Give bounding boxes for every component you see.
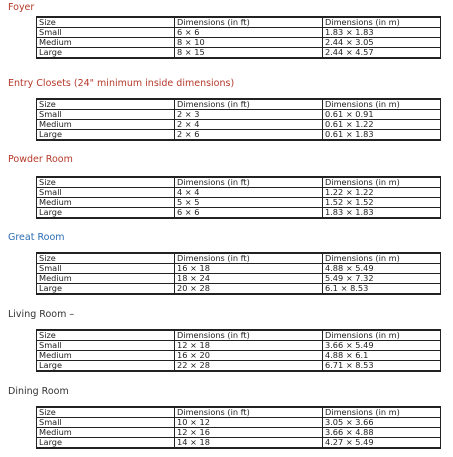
table-cell: 3.05 × 3.66 — [323, 418, 441, 428]
dimensions-table — [36, 176, 441, 219]
table-cell: Large — [37, 208, 175, 219]
header-cell: Size — [37, 99, 175, 110]
table-cell: 12 × 18 — [175, 341, 323, 351]
table-cell: 16 × 18 — [175, 264, 323, 274]
header-cell: Dimensions (in m) — [323, 253, 441, 264]
table-cell: 1.22 × 1.22 — [323, 188, 441, 198]
table-row — [37, 428, 441, 438]
table-cell: 0.61 × 0.91 — [323, 110, 441, 120]
section-heading: Dining Room — [8, 386, 69, 397]
table-cell: Large — [37, 284, 175, 295]
table-row — [37, 48, 441, 59]
table-cell: Large — [37, 130, 175, 141]
header-cell: Size — [37, 330, 175, 341]
header-cell: Size — [37, 17, 175, 28]
table-row — [37, 130, 441, 141]
table-row — [37, 418, 441, 428]
table-cell: 3.66 × 4.88 — [323, 428, 441, 438]
dimensions-table — [36, 329, 441, 372]
header-cell: Dimensions (in ft) — [175, 17, 323, 28]
table-cell: Small — [37, 110, 175, 120]
table-cell: Medium — [37, 351, 175, 361]
table-cell: 4.27 × 5.49 — [323, 438, 441, 449]
section-heading: Entry Closets (24" minimum inside dimensions) — [8, 78, 235, 89]
table-cell: 12 × 16 — [175, 428, 323, 438]
table-row — [37, 438, 441, 449]
table-row — [37, 120, 441, 130]
table-cell: 22 × 28 — [175, 361, 323, 372]
table-header-row — [37, 17, 441, 28]
header-cell: Size — [37, 407, 175, 418]
header-cell: Dimensions (in m) — [323, 99, 441, 110]
section-heading: Living Room – — [8, 309, 75, 320]
table-cell: 0.61 × 1.83 — [323, 130, 441, 141]
table-row — [37, 38, 441, 48]
table-row — [37, 361, 441, 372]
table-cell: 6 × 6 — [175, 208, 323, 219]
table-cell: 3.66 × 5.49 — [323, 341, 441, 351]
header-cell: Dimensions (in ft) — [175, 407, 323, 418]
dimensions-table — [36, 252, 441, 295]
table-cell: Large — [37, 361, 175, 372]
table-cell: 8 × 10 — [175, 38, 323, 48]
table-cell: 20 × 28 — [175, 284, 323, 295]
header-cell: Dimensions (in ft) — [175, 177, 323, 188]
header-cell: Dimensions (in ft) — [175, 330, 323, 341]
dimensions-table — [36, 16, 441, 59]
section-heading: Great Room — [8, 232, 65, 243]
table-cell: 6.1 × 8.53 — [323, 284, 441, 295]
table-header-row — [37, 253, 441, 264]
table-cell: 4 × 4 — [175, 188, 323, 198]
table-cell: Small — [37, 28, 175, 38]
table-cell: 0.61 × 1.22 — [323, 120, 441, 130]
header-cell: Dimensions (in ft) — [175, 253, 323, 264]
table-cell: 4.88 × 5.49 — [323, 264, 441, 274]
table-cell: 1.83 × 1.83 — [323, 28, 441, 38]
header-cell: Dimensions (in ft) — [175, 99, 323, 110]
header-cell: Dimensions (in m) — [323, 330, 441, 341]
table-cell: Large — [37, 438, 175, 449]
table-row — [37, 351, 441, 361]
table-cell: 2 × 3 — [175, 110, 323, 120]
table-cell: 2.44 × 4.57 — [323, 48, 441, 59]
table-cell: 5.49 × 7.32 — [323, 274, 441, 284]
table-row — [37, 284, 441, 295]
table-cell: 5 × 5 — [175, 198, 323, 208]
table-row — [37, 341, 441, 351]
table-cell: Medium — [37, 198, 175, 208]
table-cell: Medium — [37, 428, 175, 438]
table-cell: 1.83 × 1.83 — [323, 208, 441, 219]
table-header-row — [37, 99, 441, 110]
table-cell: 16 × 20 — [175, 351, 323, 361]
table-cell: Medium — [37, 38, 175, 48]
table-cell: 6.71 × 8.53 — [323, 361, 441, 372]
table-cell: Medium — [37, 120, 175, 130]
section-heading: Powder Room — [8, 154, 73, 165]
table-header-row — [37, 407, 441, 418]
table-row — [37, 188, 441, 198]
table-cell: 8 × 15 — [175, 48, 323, 59]
table-cell: Large — [37, 48, 175, 59]
table-cell: 1.52 × 1.52 — [323, 198, 441, 208]
table-row — [37, 198, 441, 208]
table-cell: Medium — [37, 274, 175, 284]
table-cell: 10 × 12 — [175, 418, 323, 428]
table-row — [37, 208, 441, 219]
header-cell: Size — [37, 177, 175, 188]
table-cell: Small — [37, 341, 175, 351]
table-row — [37, 28, 441, 38]
table-cell: 2.44 × 3.05 — [323, 38, 441, 48]
section-heading: Foyer — [8, 2, 35, 13]
header-cell: Dimensions (in m) — [323, 407, 441, 418]
table-cell: 2 × 4 — [175, 120, 323, 130]
dimensions-table — [36, 406, 441, 449]
table-cell: Small — [37, 188, 175, 198]
header-cell: Dimensions (in m) — [323, 17, 441, 28]
table-cell: Small — [37, 418, 175, 428]
table-cell: 4.88 × 6.1 — [323, 351, 441, 361]
table-row — [37, 274, 441, 284]
table-cell: 6 × 6 — [175, 28, 323, 38]
table-cell: 18 × 24 — [175, 274, 323, 284]
table-cell: Small — [37, 264, 175, 274]
table-row — [37, 264, 441, 274]
table-row — [37, 110, 441, 120]
dimensions-table — [36, 98, 441, 141]
table-cell: 2 × 6 — [175, 130, 323, 141]
header-cell: Dimensions (in m) — [323, 177, 441, 188]
table-header-row — [37, 177, 441, 188]
table-cell: 14 × 18 — [175, 438, 323, 449]
header-cell: Size — [37, 253, 175, 264]
table-header-row — [37, 330, 441, 341]
